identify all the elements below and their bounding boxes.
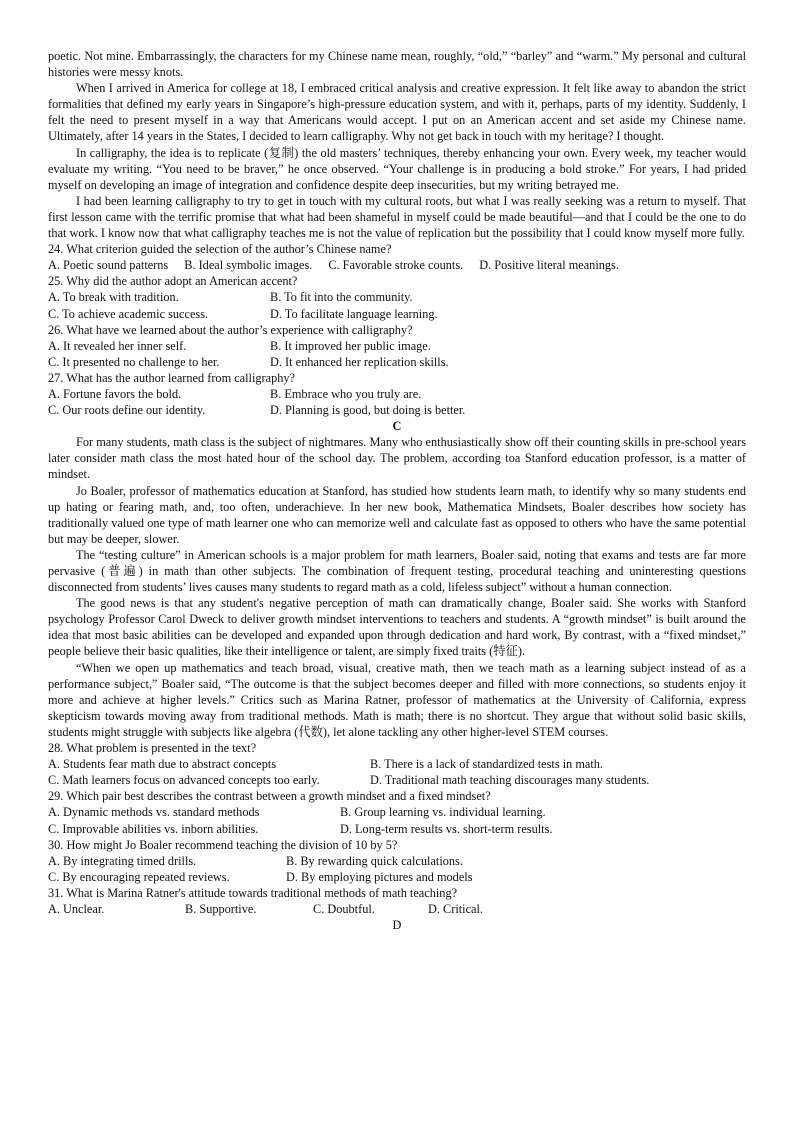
- option-b: B. There is a lack of standardized tests in math.: [370, 757, 604, 772]
- option-d: D. Long-term results vs. short-term results.: [340, 821, 553, 836]
- question-25-options-row1: [48, 289, 746, 305]
- option-a: A. To break with tradition.: [48, 290, 179, 305]
- passage-c-paragraph: “When we open up mathematics and teach broad, visual, creative math, then we teach math as a learning subject instead of as a performance subject,” Boaler said, “The outcome is that the subject becomes deeper and filled with more connections, so students enjoy it more and achieve at higher levels.” Critics such as Marina Ratner, professor of mathematics at the University of California, express skepticism towards moving away from traditional methods. Math is math; there is no shortcut. They argue that without solid basic skills, students might struggle with subjects like algebra (代数), let alone tackling any other higher-level STEM courses.: [48, 660, 746, 739]
- question-24-stem: 24. What criterion guided the selection of the author’s Chinese name?: [48, 242, 392, 257]
- option-d: D. Traditional math teaching discourages many students.: [370, 773, 650, 788]
- option-d: D. Planning is good, but doing is better.: [270, 403, 466, 418]
- option-a: A. It revealed her inner self.: [48, 338, 187, 353]
- question-28-options-row2: [48, 772, 746, 788]
- option-b: B. To fit into the community.: [270, 290, 413, 305]
- option-d: D. By employing pictures and models: [286, 869, 473, 884]
- option-c: C. Favorable stroke counts.: [328, 258, 464, 273]
- passage-c-paragraph: The good news is that any student's negative perception of math can dramatically change, Boaler said. She works with Stanford psychology Professor Carol Dweck to deliver growth mindset interventions to teachers and students. A “growth mindset” is built around the idea that most basic abilities can be developed and expanded upon through dedication and hard work, By contrast, with a “fixed mindset,” people believe their basic qualities, like their intelligence or talent, are simply fixed traits (特征).: [48, 596, 746, 659]
- question-30-options-row1: [48, 853, 746, 869]
- section-heading-d: D: [392, 918, 402, 933]
- option-c: C. Our roots define our identity.: [48, 403, 206, 418]
- question-27-stem: 27. What has the author learned from calligraphy?: [48, 370, 295, 385]
- question-26-stem: 26. What have we learned about the author’s experience with calligraphy?: [48, 322, 413, 337]
- passage-b-paragraph: I had been learning calligraphy to try to get in touch with my cultural roots, but what I was really seeking was a return to myself. That first lesson came with the terrific promise that what had been shameful in myself could be made beautiful—and that I could be the one to do that work. I know now that what calligraphy teaches me is not the value of replication but the possibility that I could know myself more fully.: [48, 193, 746, 241]
- option-a: A. Dynamic methods vs. standard methods: [48, 805, 260, 820]
- option-b: B. Embrace who you truly are.: [270, 386, 422, 401]
- option-a: A. Fortune favors the bold.: [48, 386, 182, 401]
- question-31-stem: 31. What is Marina Ratner's attitude towards traditional methods of math teaching?: [48, 885, 458, 900]
- question-29-stem: 29. Which pair best describes the contrast between a growth mindset and a fixed mindset?: [48, 789, 491, 804]
- passage-c-paragraph: For many students, math class is the subject of nightmares. Many who enthusiastically show off their counting skills in pre-school years later consider math class the most hated hour of the school day. The problem, according toa Stanford education professor, is a matter of mindset.: [48, 435, 746, 482]
- option-a: A. By integrating timed drills.: [48, 853, 197, 868]
- option-d: D. It enhanced her replication skills.: [270, 354, 449, 369]
- question-30-options-row2: [48, 869, 746, 885]
- option-b: B. Ideal symbolic images.: [184, 258, 313, 273]
- option-d: D. Positive literal meanings.: [479, 258, 619, 273]
- option-c: C. Doubtful.: [313, 901, 375, 916]
- passage-c-paragraph: The “testing culture” in American schools is a major problem for math learners, Boaler said, noting that exams and tests are far more pervasive (普遍) in math than other subjects. The combination of frequent testing, procedural teaching and uninteresting questions disconnected from students’ lives causes many students to regard math as a cold, lifeless subject” without a human connection.: [48, 547, 746, 595]
- option-a: A. Students fear math due to abstract concepts: [48, 757, 277, 772]
- option-b: B. By rewarding quick calculations.: [286, 853, 463, 868]
- option-b: B. Group learning vs. individual learning.: [340, 805, 546, 820]
- question-29-options-row2: [48, 821, 746, 837]
- question-28-stem: 28. What problem is presented in the text?: [48, 741, 257, 756]
- question-24-options: [48, 257, 746, 273]
- question-28-options-row1: [48, 756, 746, 772]
- passage-b-paragraph: In calligraphy, the idea is to replicate (复制) the old masters’ techniques, thereby enhancing your own. Every week, my teacher would evaluate my writing. “You need to be braver,” he once observed. “Your challenge is in producing a bold stroke.” For years, I had prided myself on developing an image of integration and confidence despite deep insecurities, but my writing betrayed me.: [48, 145, 746, 192]
- question-26-options-row1: [48, 338, 746, 354]
- question-27-options-row2: [48, 402, 746, 418]
- option-c: C. To achieve academic success.: [48, 306, 209, 321]
- question-26-options-row2: [48, 354, 746, 370]
- option-b: B. Supportive.: [185, 901, 257, 916]
- passage-c-paragraph: Jo Boaler, professor of mathematics education at Stanford, has studied how students learn math, to identify why so many students end up hating or fearing math, and, too often, underachieve. In her new book, Mathematica Mindsets, Boaler describes how society has traditionally valued one type of math learner one who can memorize well and calculate fast as opposed to others who have the same potential but may be deeper, slower.: [48, 483, 746, 546]
- option-c: C. Improvable abilities vs. inborn abilities.: [48, 821, 259, 836]
- question-27-options-row1: [48, 386, 746, 402]
- option-b: B. It improved her public image.: [270, 338, 431, 353]
- option-a: A. Poetic sound patterns: [48, 258, 169, 273]
- option-d: D. To facilitate language learning.: [270, 306, 438, 321]
- option-c: C. It presented no challenge to her.: [48, 354, 220, 369]
- question-29-options-row1: [48, 804, 746, 820]
- section-heading-c: C: [392, 419, 402, 434]
- question-31-options: [48, 901, 746, 917]
- option-c: C. Math learners focus on advanced concepts too early.: [48, 773, 320, 788]
- option-c: C. By encouraging repeated reviews.: [48, 869, 230, 884]
- passage-b-paragraph: poetic. Not mine. Embarrassingly, the characters for my Chinese name mean, roughly, “old,” “barley” and “warm.” My personal and cultural histories were messy knots.: [48, 49, 746, 80]
- question-25-stem: 25. Why did the author adopt an American accent?: [48, 274, 298, 289]
- passage-b-paragraph: When I arrived in America for college at 18, I embraced critical analysis and creative expression. It felt like away to abandon the strict formalities that defined my early years in Singapore’s high-pressure education system, and with it, perhaps, parts of my identity. Suddenly, I felt the need to present myself in a way that Americans would accept. I put on an American accent and set aside my Chinese name. Ultimately, after 14 years in the States, I decided to learn calligraphy. Why not get back in touch with my heritage? I thought.: [48, 81, 746, 144]
- question-25-options-row2: [48, 306, 746, 322]
- option-a: A. Unclear.: [48, 901, 105, 916]
- question-30-stem: 30. How might Jo Boaler recommend teaching the division of 10 by 5?: [48, 837, 398, 852]
- option-d: D. Critical.: [428, 901, 483, 916]
